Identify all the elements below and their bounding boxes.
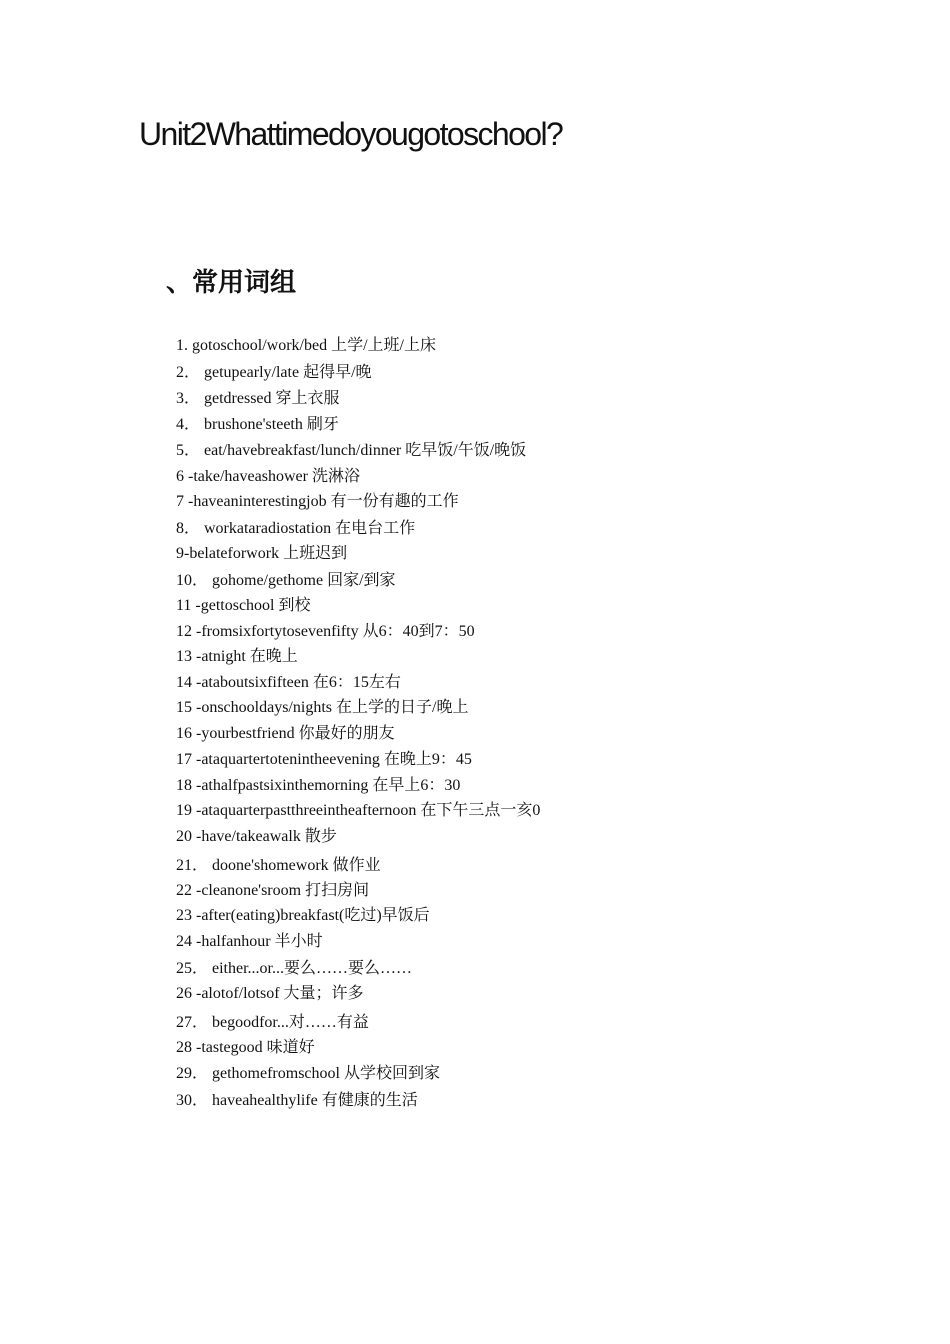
phrase-item: 19 -ataquarterpastthreeintheafternoon 在下午三点一亥0 xyxy=(176,802,541,819)
phrase-item: 9-belateforwork 上班迟到 xyxy=(176,545,348,562)
phrase-item: 17 -ataquartertotenintheevening 在晚上9：45 xyxy=(176,751,472,768)
phrase-item: 4． brushone'steeth 刷牙 xyxy=(176,416,339,433)
phrase-item: 10． gohome/gethome 回家/到家 xyxy=(176,572,396,589)
phrase-item: 1. gotoschool/work/bed 上学/上班/上床 xyxy=(176,337,436,354)
phrase-item: 11 -gettoschool 到校 xyxy=(176,597,311,614)
phrase-item: 6 -take/haveashower 洗淋浴 xyxy=(176,468,360,485)
phrase-item: 2． getupearly/late 起得早/晚 xyxy=(176,364,372,381)
phrase-item: 12 -fromsixfortytosevenfifty 从6：40到7：50 xyxy=(176,623,475,640)
phrase-item: 27． begoodfor...对……有益 xyxy=(176,1014,369,1031)
phrase-item: 3． getdressed 穿上衣服 xyxy=(176,390,340,407)
phrase-item: 23 -after(eating)breakfast(吃过)早饭后 xyxy=(176,907,430,924)
phrase-item: 15 -onschooldays/nights 在上学的日子/晚上 xyxy=(176,699,469,716)
phrase-item: 5． eat/havebreakfast/lunch/dinner 吃早饭/午饭/晚饭 xyxy=(176,442,527,459)
phrase-item: 20 -have/takeawalk 散步 xyxy=(176,828,337,845)
phrase-item: 24 -halfanhour 半小时 xyxy=(176,933,323,950)
phrase-item: 22 -cleanone'sroom 打扫房间 xyxy=(176,882,370,899)
phrase-item: 25． either...or...要么……要么…… xyxy=(176,960,412,977)
phrase-item: 13 -atnight 在晚上 xyxy=(176,648,298,665)
phrase-item: 7 -haveaninterestingjob 有一份有趣的工作 xyxy=(176,493,459,510)
phrase-item: 18 -athalfpastsixinthemorning 在早上6：30 xyxy=(176,777,461,794)
section-heading: 、常用词组 xyxy=(166,268,297,298)
phrase-item: 21． doone'shomework 做作业 xyxy=(176,857,381,874)
phrase-item: 8． workataradiostation 在电台工作 xyxy=(176,520,416,537)
phrase-item: 16 -yourbestfriend 你最好的朋友 xyxy=(176,725,395,742)
phrase-item: 28 -tastegood 味道好 xyxy=(176,1039,315,1056)
phrase-item: 30． haveahealthylife 有健康的生活 xyxy=(176,1092,418,1109)
document-title: Unit2Whattimedoyougotoschool? xyxy=(139,116,563,152)
phrase-item: 14 -ataboutsixfifteen 在6：15左右 xyxy=(176,674,401,691)
phrase-item: 26 -alotof/lotsof 大量；许多 xyxy=(176,985,364,1002)
phrase-item: 29． gethomefromschool 从学校回到家 xyxy=(176,1065,440,1082)
